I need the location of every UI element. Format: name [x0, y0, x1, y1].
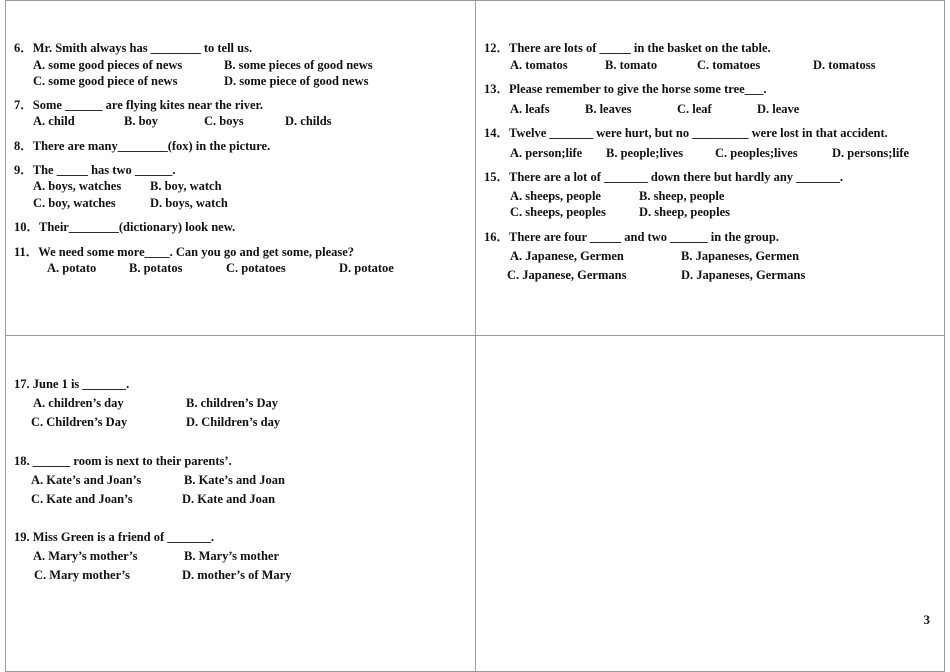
question-7-option-a: A. child — [33, 114, 75, 128]
question-12-option-c: C. tomatoes — [697, 58, 761, 72]
question-17-option-d: D. Children’s day — [186, 415, 281, 429]
question-7-option-d: D. childs — [285, 114, 332, 128]
question-14-option-d: D. persons;life — [832, 146, 910, 160]
question-18: 18. ______ room is next to their parents’. — [14, 454, 232, 468]
question-11-option-d: D. potatoe — [339, 261, 394, 275]
question-14-option-a: A. person;life — [510, 146, 583, 160]
question-18-option-b: B. Kate’s and Joan — [184, 473, 285, 487]
question-11-option-b: B. potatos — [129, 261, 183, 275]
question-9-option-b: B. boy, watch — [150, 179, 222, 193]
question-16-option-c: C. Japanese, Germans — [507, 268, 627, 282]
question-12: 12．There are lots of _____ in the basket on the table. — [484, 41, 771, 55]
question-17: 17. June 1 is _______. — [14, 377, 130, 391]
question-17-option-a: A. children’s day — [33, 396, 124, 410]
question-8: 8．There are many________(fox) in the picture. — [14, 139, 271, 153]
question-13-option-d: D. leave — [757, 102, 800, 116]
question-9-option-a: A. boys, watches — [33, 179, 122, 193]
question-12-option-a: A. tomatos — [510, 58, 568, 72]
question-6-option-c: C. some good piece of news — [33, 74, 178, 88]
question-18-option-d: D. Kate and Joan — [182, 492, 276, 506]
question-6: 6．Mr. Smith always has ________ to tell us. — [14, 41, 253, 55]
question-13: 13．Please remember to give the horse some tree___. — [484, 82, 767, 96]
question-17-option-c: C. Children’s Day — [31, 415, 128, 429]
question-9: 9．The _____ has two ______. — [14, 163, 176, 177]
question-6-option-a: A. some good pieces of news — [33, 58, 183, 72]
question-7-option-c: C. boys — [204, 114, 244, 128]
page-number: 3 — [923, 612, 930, 627]
panel-bottom-right — [475, 335, 945, 672]
question-6-option-d: D. some piece of good news — [224, 74, 369, 88]
question-9-option-c: C. boy, watches — [33, 196, 116, 210]
question-11: 11．We need some more____. Can you go and get some, please? — [14, 245, 355, 259]
question-16: 16．There are four _____ and two ______ in the group. — [484, 230, 779, 244]
question-14-option-b: B. people;lives — [606, 146, 684, 160]
question-19-option-a: A. Mary’s mother’s — [33, 549, 138, 563]
question-16-option-d: D. Japaneses, Germans — [681, 268, 806, 282]
question-11-option-c: C. potatoes — [226, 261, 286, 275]
question-16-option-b: B. Japaneses, Germen — [681, 249, 800, 263]
question-9-option-d: D. boys, watch — [150, 196, 228, 210]
question-16-option-a: A. Japanese, Germen — [510, 249, 624, 263]
question-15-option-c: C. sheeps, peoples — [510, 205, 606, 219]
question-6-option-b: B. some pieces of good news — [224, 58, 373, 72]
question-18-option-a: A. Kate’s and Joan’s — [31, 473, 142, 487]
question-12-option-b: B. tomato — [605, 58, 658, 72]
question-19-option-c: C. Mary mother’s — [34, 568, 130, 582]
question-7-option-b: B. boy — [124, 114, 159, 128]
question-15-option-d: D. sheep, peoples — [639, 205, 730, 219]
question-14: 14．Twelve _______ were hurt, but no _________ were lost in that accident. — [484, 126, 888, 140]
question-12-option-d: D. tomatoss — [813, 58, 876, 72]
question-15-option-a: A. sheeps, people — [510, 189, 601, 203]
question-17-option-b: B. children’s Day — [186, 396, 279, 410]
question-15-option-b: B. sheep, people — [639, 189, 725, 203]
question-13-option-c: C. leaf — [677, 102, 712, 116]
question-10: 10．Their________(dictionary) look new. — [14, 220, 236, 234]
question-13-option-a: A. leafs — [510, 102, 550, 116]
question-15: 15．There are a lot of _______ down there but hardly any _______. — [484, 170, 844, 184]
question-19-option-d: D. mother’s of Mary — [182, 568, 292, 582]
question-19-option-b: B. Mary’s mother — [184, 549, 279, 563]
question-19: 19. Miss Green is a friend of _______. — [14, 530, 215, 544]
question-11-option-a: A. potato — [47, 261, 97, 275]
question-14-option-c: C. peoples;lives — [715, 146, 798, 160]
question-7: 7．Some ______ are flying kites near the river. — [14, 98, 264, 112]
question-18-option-c: C. Kate and Joan’s — [31, 492, 133, 506]
question-13-option-b: B. leaves — [585, 102, 632, 116]
